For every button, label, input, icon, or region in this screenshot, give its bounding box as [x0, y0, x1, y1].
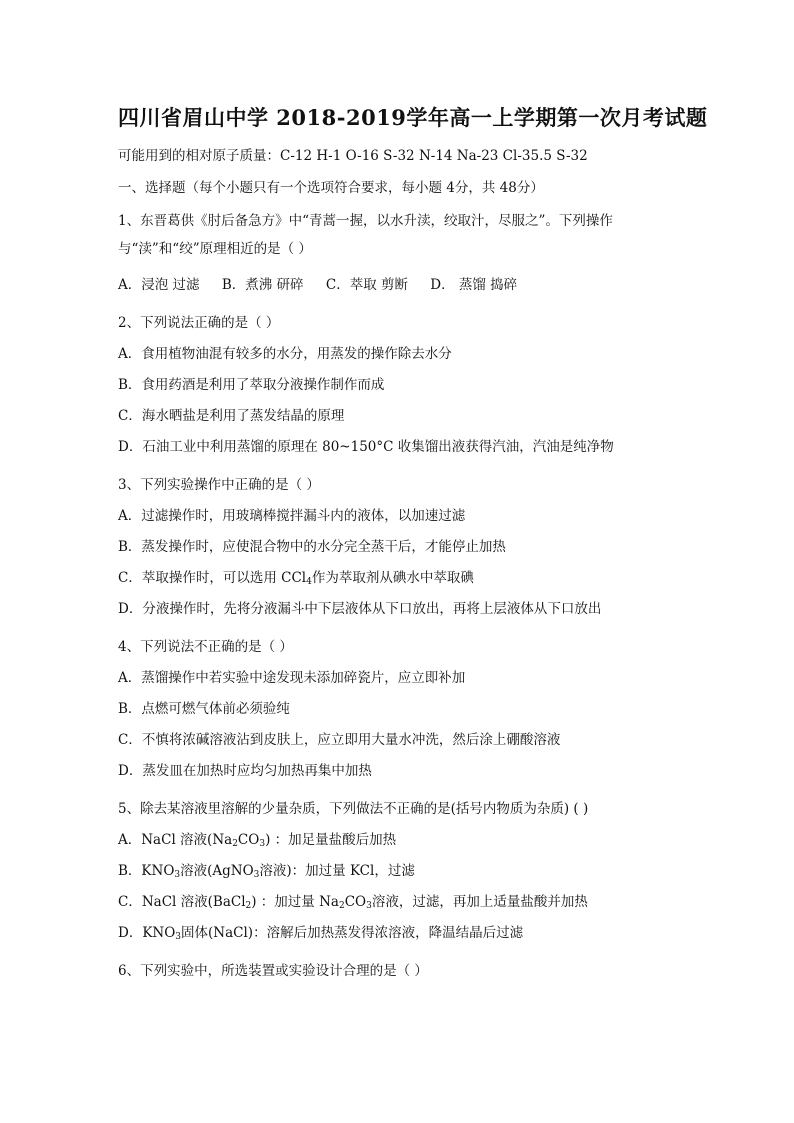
q5a-s1: 2	[232, 839, 238, 849]
question-1-option-b: B．煮沸 研碎	[221, 277, 304, 293]
q5a-t1: A．NaCl 溶液(Na	[118, 832, 233, 848]
question-3-option-c	[118, 568, 474, 588]
q3c-text-1: C．萃取操作时，可以选用 CCl	[118, 570, 307, 586]
question-2-stem: 2、下列说法正确的是（ ）	[118, 315, 280, 331]
q5c-s1: 2	[245, 901, 252, 911]
question-6-stem: 6、下列实验中，所选装置或实验设计合理的是（ ）	[118, 963, 428, 979]
question-2-option-a: A．食用植物油混有较多的水分，用蒸发的操作除去水分	[118, 346, 452, 362]
q5c-t3: CO	[344, 894, 367, 910]
q5a-s2: 3	[259, 839, 266, 849]
question-1-options	[118, 275, 517, 295]
q5b-t3: 溶液)：加过量 KCl，过滤	[259, 863, 415, 879]
q5d-t2: 固体(NaCl)：溶解后加热蒸发得浓溶液，降温结晶后过滤	[181, 925, 524, 941]
section-heading: 一、选择题（每个小题只有一个选项符合要求，每小题 4分，共 48分）	[118, 180, 544, 196]
q5c-t4: 溶液，过滤，再加上适量盐酸并加热	[371, 894, 588, 910]
q5d-s1: 3	[175, 932, 182, 942]
q5c-t2: ) ：加过量 Na	[251, 894, 339, 910]
question-2-option-b: B．食用药酒是利用了萃取分液操作制作而成	[118, 377, 385, 393]
q5b-s1: 3	[174, 870, 181, 880]
question-1-stem: 1、东晋葛供《肘后备急方》中“青蒿一握，以水升渎，绞取汁，尽服之”。下列操作与“渎”和“绞”原理相近的是（ ）	[118, 213, 613, 257]
q5c-s3: 3	[366, 901, 372, 911]
q3c-text-2: 作为萃取剂从碘水中萃取碘	[311, 570, 474, 586]
q5b-t2: 溶液(AgNO	[180, 863, 254, 879]
question-5-option-b	[118, 861, 415, 881]
q5d-t1: D．KNO	[118, 925, 176, 941]
question-5-option-c	[118, 892, 588, 912]
q5a-t3: ) ：加足量盐酸后加热	[265, 832, 397, 848]
q3c-sub-4: 4	[306, 577, 312, 587]
question-4-option-b: B．点燃可燃气体前必须验纯	[118, 701, 290, 717]
question-4-option-a: A．蒸馏操作中若实验中途发现未添加碎瓷片，应立即补加	[118, 670, 466, 686]
question-5-stem: 5、除去某溶液里溶解的少量杂质，下列做法不正确的是(括号内物质为杂质) ( )	[118, 801, 589, 817]
question-3-stem: 3、下列实验操作中正确的是（ ）	[118, 477, 320, 493]
q5b-t1: B．KNO	[118, 863, 175, 879]
question-5-option-d	[118, 923, 523, 943]
question-3-option-b: B．蒸发操作时，应使混合物中的水分完全蒸干后，才能停止加热	[118, 539, 506, 555]
question-2-option-d: D．石油工业中利用蒸馏的原理在 80~150°C 收集馏出液获得汽油，汽油是纯净物	[118, 439, 614, 455]
q5a-t2: CO	[237, 832, 260, 848]
question-3-option-a: A．过滤操作时，用玻璃棒搅拌漏斗内的液体，以加速过滤	[118, 508, 466, 524]
question-4-option-d: D．蒸发皿在加热时应均匀加热再集中加热	[118, 763, 372, 779]
question-5-option-a	[118, 830, 396, 850]
q5c-t1: C．NaCl 溶液(BaCl	[118, 894, 246, 910]
page-title: 四川省眉山中学 2018-2019学年高一上学期第一次月考试题	[118, 105, 708, 130]
question-1-option-a: A．浸泡 过滤	[118, 277, 200, 293]
q5c-s2: 2	[338, 901, 345, 911]
question-4-option-c: C．不慎将浓碱溶液沾到皮肤上，应立即用大量水冲洗，然后涂上硼酸溶液	[118, 732, 561, 748]
question-1-option-d: D． 蒸馏 捣碎	[430, 277, 518, 293]
atomic-mass-note: 可能用到的相对原子质量：C-12 H-1 O-16 S-32 N-14 Na-23 Cl-35.5 S-32	[118, 148, 588, 164]
q5b-s2: 3	[253, 870, 260, 880]
question-4-stem: 4、下列说法不正确的是（ ）	[118, 639, 293, 655]
question-3-option-d: D．分液操作时，先将分液漏斗中下层液体从下口放出，再将上层液体从下口放出	[118, 601, 602, 617]
question-2-option-c: C．海水晒盐是利用了蒸发结晶的原理	[118, 408, 345, 424]
question-1-option-c: C．萃取 剪断	[325, 277, 408, 293]
